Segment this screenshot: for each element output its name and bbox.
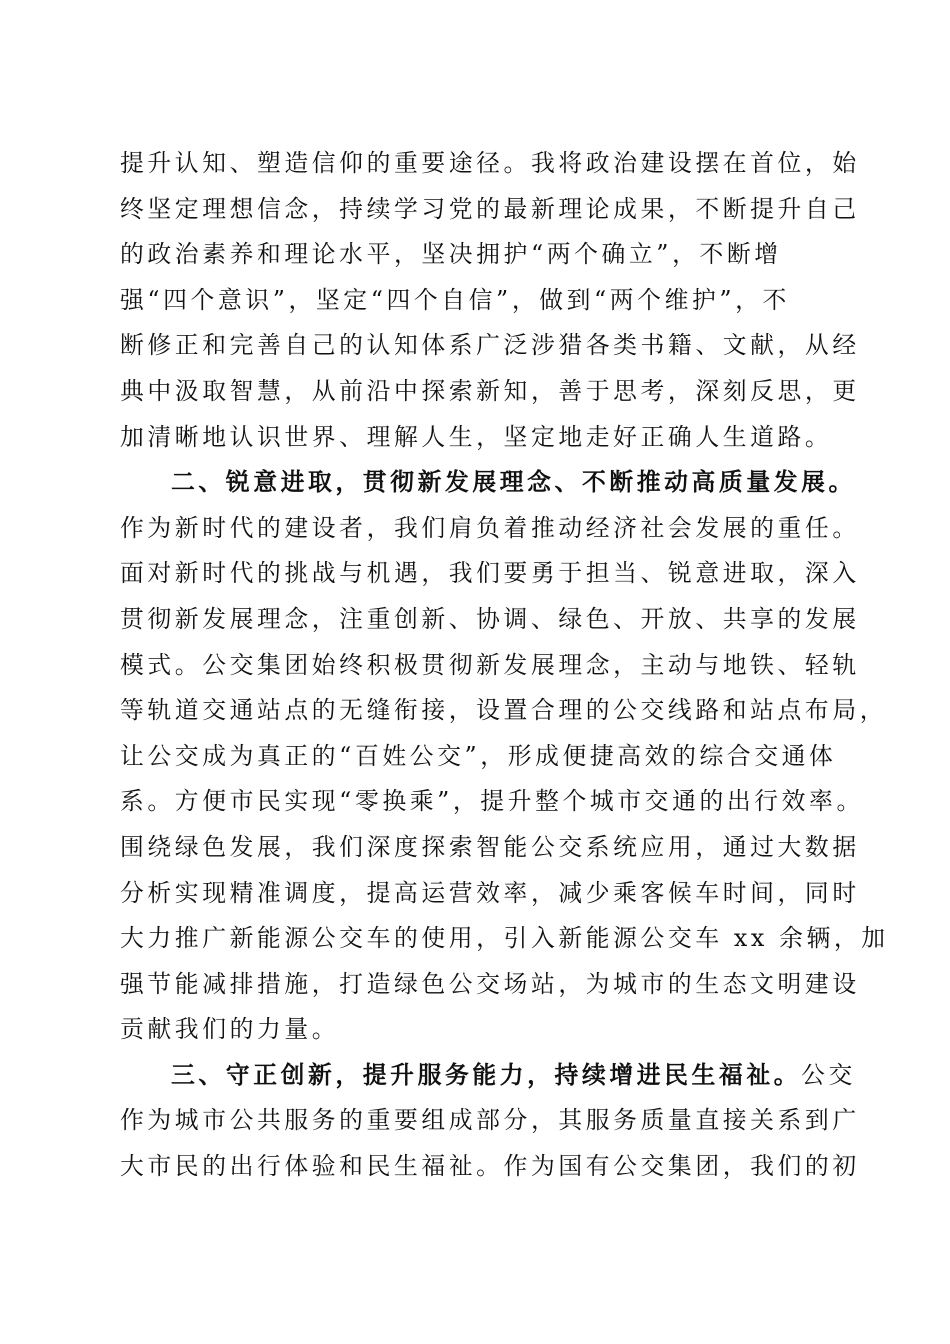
text-line: 作为新时代的建设者，我们肩负着推动经济社会发展的重任。 bbox=[120, 513, 860, 542]
section-3-heading-tail: 公交 bbox=[801, 1060, 856, 1089]
text-line: 面对新时代的挑战与机遇，我们要勇于担当、锐意进取，深入 bbox=[120, 559, 860, 588]
text-line: 让公交成为真正的“百姓公交”，形成便捷高效的综合交通体 bbox=[120, 741, 837, 770]
text-line: 的政治素养和理论水平，坚决拥护“两个确立”，不断增 bbox=[120, 240, 782, 269]
section-3-heading: 三、守正创新，提升服务能力，持续增进民生福祉。 bbox=[171, 1060, 802, 1089]
text-line: 提升认知、塑造信仰的重要途径。我将政治建设摆在首位，始 bbox=[120, 149, 860, 177]
text-line: 等轨道交通站点的无缝衔接，设置合理的公交线路和站点布局， bbox=[120, 696, 888, 725]
text-line: 分析实现精准调度，提高运营效率，减少乘客候车时间，同时 bbox=[120, 878, 860, 907]
text-line: 作为城市公共服务的重要组成部分，其服务质量直接关系到广 bbox=[120, 1106, 860, 1135]
text-line: 围绕绿色发展，我们深度探索智能公交系统应用，通过大数据 bbox=[120, 832, 860, 861]
text-line: 强“四个意识”，坚定“四个自信”，做到“两个维护”，不 bbox=[120, 285, 790, 314]
text-line: 贯彻新发展理念，注重创新、协调、绿色、开放、共享的发展 bbox=[120, 604, 860, 633]
text-line: 系。方便市民实现“零换乘”，提升整个城市交通的出行效率。 bbox=[120, 787, 864, 816]
section-2 bbox=[120, 460, 889, 1053]
text-line: 贡献我们的力量。 bbox=[120, 1015, 340, 1044]
paragraph-political-building bbox=[120, 141, 860, 460]
text-line: 强节能减排措施，打造绿色公交场站，为城市的生态文明建设 bbox=[120, 969, 860, 998]
document-body bbox=[120, 141, 889, 1190]
text-line: 典中汲取智慧，从前沿中探索新知，善于思考，深刻反思，更 bbox=[120, 376, 860, 405]
text-line: 大力推广新能源公交车的使用，引入新能源公交车 xx 余辆，加 bbox=[120, 924, 889, 953]
text-line: 大市民的出行体验和民生福祉。作为国有公交集团，我们的初 bbox=[120, 1152, 860, 1181]
section-3-heading-line bbox=[120, 1053, 856, 1099]
section-3 bbox=[120, 1053, 860, 1190]
text-line: 加清晰地认识世界、理解人生，坚定地走好正确人生道路。 bbox=[120, 422, 833, 451]
text-line: 模式。公交集团始终积极贯彻新发展理念，主动与地铁、轻轨 bbox=[120, 650, 860, 679]
text-line: 终坚定理想信念，持续学习党的最新理论成果，不断提升自己 bbox=[120, 194, 860, 223]
section-2-heading: 二、锐意进取，贯彻新发展理念、不断推动高质量发展。 bbox=[171, 468, 856, 497]
text-line: 断修正和完善自己的认知体系广泛涉猎各类书籍、文献，从经 bbox=[120, 331, 860, 360]
